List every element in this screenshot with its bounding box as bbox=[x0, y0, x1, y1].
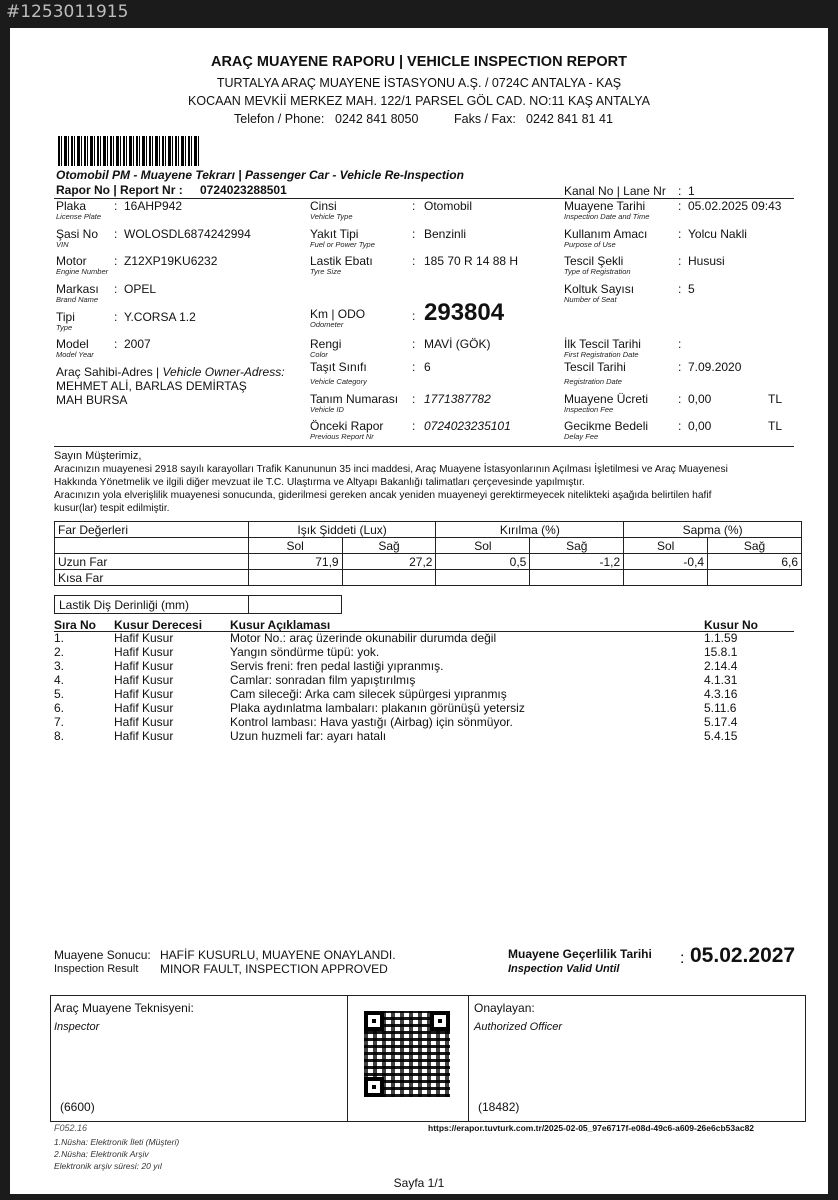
plate-label: Plaka bbox=[56, 199, 87, 213]
inspection-date-value: 05.02.2025 09:43 bbox=[688, 199, 782, 213]
delay-fee-label: Gecikme Bedeli bbox=[564, 419, 649, 433]
left-header: Sol bbox=[436, 538, 530, 554]
notice-line: Hakkında Yönetmelik ve ilgili diğer mevzuat ile T.C. Ulaştırma ve Altyapı Bakanlığı talimatları çerçevesinde yapılmıştır. bbox=[54, 477, 585, 488]
table-cell: 27,2 bbox=[342, 554, 436, 570]
prev-report-sublabel: Previous Report Nr bbox=[310, 432, 374, 441]
report-no-label: Rapor No | Report Nr : bbox=[56, 183, 183, 197]
right-header: Sağ bbox=[342, 538, 436, 554]
category-value: 6 bbox=[424, 360, 431, 374]
officer-id: (18482) bbox=[478, 1100, 520, 1114]
row-label: Kısa Far bbox=[55, 570, 249, 586]
report-title: ARAÇ MUAYENE RAPORU | VEHICLE INSPECTION REPORT bbox=[210, 54, 627, 70]
left-header: Sol bbox=[624, 538, 708, 554]
result-value: HAFİF KUSURLU, MUAYENE ONAYLANDI. bbox=[160, 948, 396, 962]
table-cell bbox=[708, 570, 802, 586]
engine-label: Motor bbox=[56, 254, 87, 268]
headlight-table bbox=[54, 521, 802, 586]
vin-label: Şasi No bbox=[56, 227, 99, 241]
table-cell: 6,6 bbox=[708, 554, 802, 570]
table-row: 4. Hafif Kusur Camlar: sonradan film yapıştırılmış 4.1.31 bbox=[54, 673, 738, 687]
phone-number: 0242 841 8050 bbox=[335, 112, 419, 126]
color-label: Rengi bbox=[310, 337, 342, 351]
seats-value: 5 bbox=[688, 282, 695, 296]
inspector-label: Araç Muayene Teknisyeni: bbox=[54, 1001, 194, 1015]
inspector-id: (6600) bbox=[60, 1100, 95, 1114]
tyre-value: 185 70 R 14 88 H bbox=[424, 254, 519, 268]
result-label-en: Inspection Result bbox=[54, 963, 139, 975]
kind-sublabel: Vehicle Type bbox=[310, 212, 353, 221]
fee-label: Muayene Ücreti bbox=[564, 392, 649, 406]
category-sublabel: Vehicle Category bbox=[310, 377, 367, 386]
fee-unit: TL bbox=[768, 392, 783, 406]
headlight-col-title: Far Değerleri bbox=[55, 522, 249, 538]
notice-line: kusur(lar) tespit edilmiştir. bbox=[54, 503, 170, 514]
table-row: 7. Hafif Kusur Kontrol lambası: Hava yastığı (Airbag) için sönmüyor. 5.17.4 bbox=[54, 715, 738, 729]
tyre-label: Lastik Ebatı bbox=[310, 254, 373, 268]
engine-sublabel: Engine Number bbox=[56, 267, 109, 276]
type-value: Y.CORSA 1.2 bbox=[124, 310, 196, 324]
reg-type-value: Hususi bbox=[688, 254, 725, 268]
table-row bbox=[55, 570, 802, 586]
vehicle-id-label: Tanım Numarası bbox=[310, 392, 399, 406]
inspection-date-label: Muayene Tarihi bbox=[564, 199, 646, 213]
table-cell: 71,9 bbox=[248, 554, 342, 570]
archive-note: Elektronik arşiv süresi: 20 yıl bbox=[54, 1161, 162, 1171]
qr-code bbox=[364, 1011, 450, 1097]
brand-label: Markası bbox=[56, 282, 99, 296]
result-value-en: MINOR FAULT, INSPECTION APPROVED bbox=[160, 962, 388, 976]
delay-fee-unit: TL bbox=[768, 419, 783, 433]
delay-fee-sublabel: Delay Fee bbox=[564, 432, 599, 441]
usage-label: Kullanım Amacı bbox=[564, 227, 648, 241]
first-reg-sublabel: First Registration Date bbox=[564, 350, 639, 359]
tyre-depth-box bbox=[54, 595, 342, 614]
officer-label: Onaylayan: bbox=[474, 1001, 535, 1015]
lane-label: Kanal No | Lane Nr bbox=[564, 184, 666, 198]
barcode bbox=[58, 136, 200, 166]
kind-value: Otomobil bbox=[424, 199, 473, 213]
table-cell bbox=[436, 570, 530, 586]
notice-greeting: Sayın Müşterimiz, bbox=[54, 450, 142, 462]
model-year-label: Model bbox=[56, 337, 89, 351]
reg-type-sublabel: Type of Registration bbox=[564, 267, 631, 276]
col-level: Kusur Derecesi bbox=[114, 618, 203, 632]
vehicle-id-sublabel: Vehicle ID bbox=[310, 405, 344, 414]
defect-header bbox=[54, 618, 774, 632]
inspector-label-en: Inspector bbox=[54, 1021, 100, 1033]
owner-name: MEHMET ALİ, BARLAS DEMİRTAŞ bbox=[56, 379, 247, 393]
page-number: Sayfa 1/1 bbox=[393, 1176, 445, 1190]
intensity-header: Işık Şiddeti (Lux) bbox=[248, 522, 436, 538]
table-cell bbox=[248, 570, 342, 586]
color-value: MAVİ (GÖK) bbox=[424, 337, 491, 351]
usage-value: Yolcu Nakli bbox=[688, 227, 747, 241]
table-cell: 0,5 bbox=[436, 554, 530, 570]
prev-report-value: 0724023235101 bbox=[424, 419, 511, 433]
phone-label: Telefon / Phone: bbox=[234, 112, 325, 126]
lane-number: 1 bbox=[688, 184, 695, 198]
prev-report-label: Önceki Rapor bbox=[310, 419, 384, 433]
owner-address: MAH BURSA bbox=[56, 393, 128, 407]
model-year-sublabel: Model Year bbox=[56, 350, 94, 359]
table-cell bbox=[342, 570, 436, 586]
copy-note: 2.Nüsha: Elektronik Arşiv bbox=[54, 1149, 149, 1159]
inspection-type: Otomobil PM - Muayene Tekrarı | Passenger Car - Vehicle Re-Inspection bbox=[56, 168, 464, 182]
tyre-depth-label: Lastik Diş Derinliği (mm) bbox=[59, 598, 190, 612]
reg-type-label: Tescil Şekli bbox=[564, 254, 624, 268]
type-label: Tipi bbox=[56, 310, 75, 324]
station-name: TURTALYA ARAÇ MUAYENE İSTASYONU A.Ş. / 0724C ANTALYA - KAŞ bbox=[216, 76, 622, 90]
table-cell bbox=[530, 570, 624, 586]
tyre-sublabel: Tyre Size bbox=[310, 267, 342, 276]
notice-line: Aracınızın muayenesi 2918 sayılı karayolları Trafik Kanununun 35 inci maddesi, Araç Muayene İstasyonlarının Açılması İşletilmesi ve Araç Muayenesi bbox=[54, 464, 728, 475]
valid-until-label-en: Inspection Valid Until bbox=[508, 963, 620, 975]
right-header: Sağ bbox=[708, 538, 802, 554]
table-cell bbox=[624, 570, 708, 586]
form-code: F052.16 bbox=[54, 1123, 88, 1133]
table-row bbox=[55, 554, 802, 570]
owner-label: Araç Sahibi-Adres | Vehicle Owner-Adress: bbox=[56, 365, 285, 379]
table-row: 8. Hafif Kusur Uzun huzmeli far: ayarı hatalı 5.4.15 bbox=[54, 729, 738, 743]
listing-id: #1253011915 bbox=[6, 2, 129, 22]
table-row: 2. Hafif Kusur Yangın söndürme tüpü: yok. 15.8.1 bbox=[54, 645, 738, 659]
reg-date-value: 7.09.2020 bbox=[688, 360, 742, 374]
table-cell: -1,2 bbox=[530, 554, 624, 570]
col-desc: Kusur Açıklaması bbox=[230, 618, 331, 632]
fee-value: 0,00 bbox=[688, 392, 712, 406]
result-label: Muayene Sonucu: bbox=[54, 948, 151, 962]
inspection-report-page: ARAÇ MUAYENE RAPORU | VEHICLE INSPECTION REPORT TURTALYA ARAÇ MUAYENE İSTASYONU A.Ş. / 0724C ANTALYA - KAŞ KOCAAN MEVKİİ MERKEZ MAH. 122/1 PARSEL GÖL CAD. NO:11 KAŞ ANTALYA Telefon / Phone: 0242 841 8050 Faks / Fax: 0242 841 81 41 Otomobil PM - Muayene Tekrarı | Passenger Car - Vehicle Re-Inspection Rapor No | Report Nr : 0724023288501 Kanal No | Lane Nr : 1 Plaka License Plate : 16AHP942 Şasi No VIN : WOLOSDL6874242994 Motor Engine Number : Z12XP19KU6232 Markası Brand Name : OPEL Tipi Type : Y.CORSA 1.2 Model Model Year : 2007 Araç Sahibi-Adres | Vehicle Owner-Adress: MEHMET ALİ, BARLAS DEMİRTAŞ MAH BURSA Cinsi Vehicle Type : Otomobil Yakıt Tipi Fuel or Power Type : Benzinli Lastik Ebatı Tyre Size : 185 70 R 14 88 H Km | ODO Odometer : 293804 Rengi Color : MAVİ (GÖK) Taşıt Sınıfı Vehicle Category : 6 Tanım Numarası Vehicle ID : 1771387782 Önceki Rapor Previous Report Nr : 0724023235101 Muayene Tarihi Inspection Date and Time : 05.02.2025 09:43 Kullanım Amacı Purpose of Use : Yolcu Nakli Tescil Şekli Type of Registration : Hususi Koltuk Sayısı Number of Seat : 5 İlk Tescil Tarihi First Registration Date : Tescil Tarihi Registration Date : 7.09.2020 Muayene Ücreti Inspection Fee : 0,00 TL Gecikme Bedeli Delay Fee : 0,00 TL Sayın Müşterimiz, Aracınızın muayenesi 2918 sayılı karayolları Trafik Kanununun 35 inci maddesi, Araç Muayene İstasyonlarının Açılması İşletilmesi ve Araç Muayenesi Hakkında Yönetmelik ve ilgili diğer mevzuat ile T.C. Ulaştırma ve Altyapı Bakanlığı talimatları çerçevesinde yapılmıştır. Aracınızın yola elverişlilik muayenesi sonucunda, giderilmesi gereken ancak yeniden muayeneyi gerektirmeyecek nitelikteki aşağıda belirtilen hafif kusur(lar) tespit edilmiştir. Far Değerleri Işık Şiddeti (Lux) Kırılma (%) Sapma (%) Sol Sağ Sol Sağ Sol Sağ Uzun Far 71,9 27,2 0,5 -1,2 -0,4 6,6 Kısa Far Lastik Diş Derinliği (mm) Sıra No Kusur Derecesi Kusur Açıklaması Kusur No 1. Hafif Kusur Motor No.: araç üzerinde okunabilir durumda değil 1.1.59 2. Hafif Kusur Yangın söndürme tüpü: yok. 15.8.1 3. Hafif Kusur Servis freni: fren pedal lastiği yıpranmış. 2.14.4 4. Hafif Kusur Camlar: sonradan film yapıştırılmış 4.1.31 5. Hafif Kusur Cam sileceği: Arka cam silecek süpürgesi yıpranmış 4.3.16 6. Hafif Kusur Plaka aydınlatma lambaları: plakanın görünüşü yetersiz 5.11.6 7. Hafif Kusur Kontrol lambası: Hava yastığı (Airbag) için sönmüyor. 5.17.4 8. Hafif Kusur Uzun huzmeli far: ayarı hatalı 5.4.15 Muayene Sonucu: Inspection Result HAFİF KUSURLU, MUAYENE ONAYLANDI. MINOR FAULT, INSPECTION APPROVED Muayene Geçerlilik Tarihi Inspection Valid Until : 05.02.2027 Araç Muayene Teknisyeni: Inspector (6600) Onaylayan: Authorized Officer (18482) F052.16 1.Nüsha: Elektronik İleti (Müşteri) 2.Nüsha: Elektronik Arşiv Elektronik arşiv süresi: 20 yıl https://erapor.tuvturk.com.tr/2025-02-05_97e6717f-e08d-49c6-a609-26e6cb53ac82 Sayfa 1/1 bbox=[10, 28, 828, 1194]
report-no: 0724023288501 bbox=[200, 183, 287, 197]
officer-label-en: Authorized Officer bbox=[474, 1021, 563, 1033]
brand-sublabel: Brand Name bbox=[56, 295, 99, 304]
engine-value: Z12XP19KU6232 bbox=[124, 254, 218, 268]
verification-url[interactable]: https://erapor.tuvturk.com.tr/2025-02-05_97e6717f-e08d-49c6-a609-26e6cb53ac82 bbox=[428, 1123, 755, 1133]
col-no: Sıra No bbox=[54, 618, 97, 632]
vin-value: WOLOSDL6874242994 bbox=[124, 227, 251, 241]
category-label: Taşıt Sınıfı bbox=[310, 360, 367, 374]
fuel-value: Benzinli bbox=[424, 227, 467, 241]
odo-sublabel: Odometer bbox=[310, 320, 344, 329]
vin-sublabel: VIN bbox=[56, 240, 69, 249]
odometer-value: 293804 bbox=[424, 299, 505, 326]
seats-sublabel: Number of Seat bbox=[564, 295, 617, 304]
first-reg-label: İlk Tescil Tarihi bbox=[564, 337, 641, 351]
delay-fee-value: 0,00 bbox=[688, 419, 712, 433]
color-sublabel: Color bbox=[310, 350, 328, 359]
plate-sublabel: License Plate bbox=[56, 212, 102, 221]
table-row: 5. Hafif Kusur Cam sileceği: Arka cam silecek süpürgesi yıpranmış 4.3.16 bbox=[54, 687, 738, 701]
brand-value: OPEL bbox=[124, 282, 157, 296]
refraction-header: Kırılma (%) bbox=[436, 522, 624, 538]
kind-label: Cinsi bbox=[310, 199, 337, 213]
fee-sublabel: Inspection Fee bbox=[564, 405, 614, 414]
deviation-header: Sapma (%) bbox=[624, 522, 802, 538]
col-code: Kusur No bbox=[704, 618, 758, 632]
fax-number: 0242 841 81 41 bbox=[526, 112, 613, 126]
reg-date-label: Tescil Tarihi bbox=[564, 360, 626, 374]
table-cell: -0,4 bbox=[624, 554, 708, 570]
valid-until-date: 05.02.2027 bbox=[690, 944, 796, 967]
fax-label: Faks / Fax: bbox=[454, 112, 516, 126]
table-row: 3. Hafif Kusur Servis freni: fren pedal lastiği yıpranmış. 2.14.4 bbox=[54, 659, 738, 673]
seats-label: Koltuk Sayısı bbox=[564, 282, 635, 296]
station-address: KOCAAN MEVKİİ MERKEZ MAH. 122/1 PARSEL GÖL CAD. NO:11 KAŞ ANTALYA bbox=[188, 94, 650, 108]
copy-note: 1.Nüsha: Elektronik İleti (Müşteri) bbox=[54, 1137, 180, 1147]
model-year-value: 2007 bbox=[124, 337, 151, 351]
reg-date-sublabel: Registration Date bbox=[564, 377, 622, 386]
table-row: 1. Hafif Kusur Motor No.: araç üzerinde okunabilir durumda değil 1.1.59 bbox=[54, 631, 738, 645]
row-label: Uzun Far bbox=[55, 554, 249, 570]
inspection-date-sublabel: Inspection Date and Time bbox=[564, 212, 650, 221]
lane-colon: : bbox=[678, 184, 682, 198]
divider bbox=[54, 446, 794, 447]
fuel-sublabel: Fuel or Power Type bbox=[310, 240, 375, 249]
notice-line: Aracınızın yola elverişlilik muayenesi sonucunda, giderilmesi gereken ancak yeniden muayeneyi gerektirmeyecek nitelikteki aşağıda belirtilen hafif bbox=[54, 490, 712, 501]
fuel-label: Yakıt Tipi bbox=[310, 227, 359, 241]
left-header: Sol bbox=[248, 538, 342, 554]
table-row: 6. Hafif Kusur Plaka aydınlatma lambaları: plakanın görünüşü yetersiz 5.11.6 bbox=[54, 701, 737, 715]
right-header: Sağ bbox=[530, 538, 624, 554]
plate-value: 16AHP942 bbox=[124, 199, 183, 213]
vehicle-id-value: 1771387782 bbox=[424, 392, 491, 406]
odo-label: Km | ODO bbox=[310, 307, 366, 321]
type-sublabel: Type bbox=[56, 323, 73, 332]
usage-sublabel: Purpose of Use bbox=[564, 240, 616, 249]
valid-until-label: Muayene Geçerlilik Tarihi bbox=[508, 947, 652, 961]
